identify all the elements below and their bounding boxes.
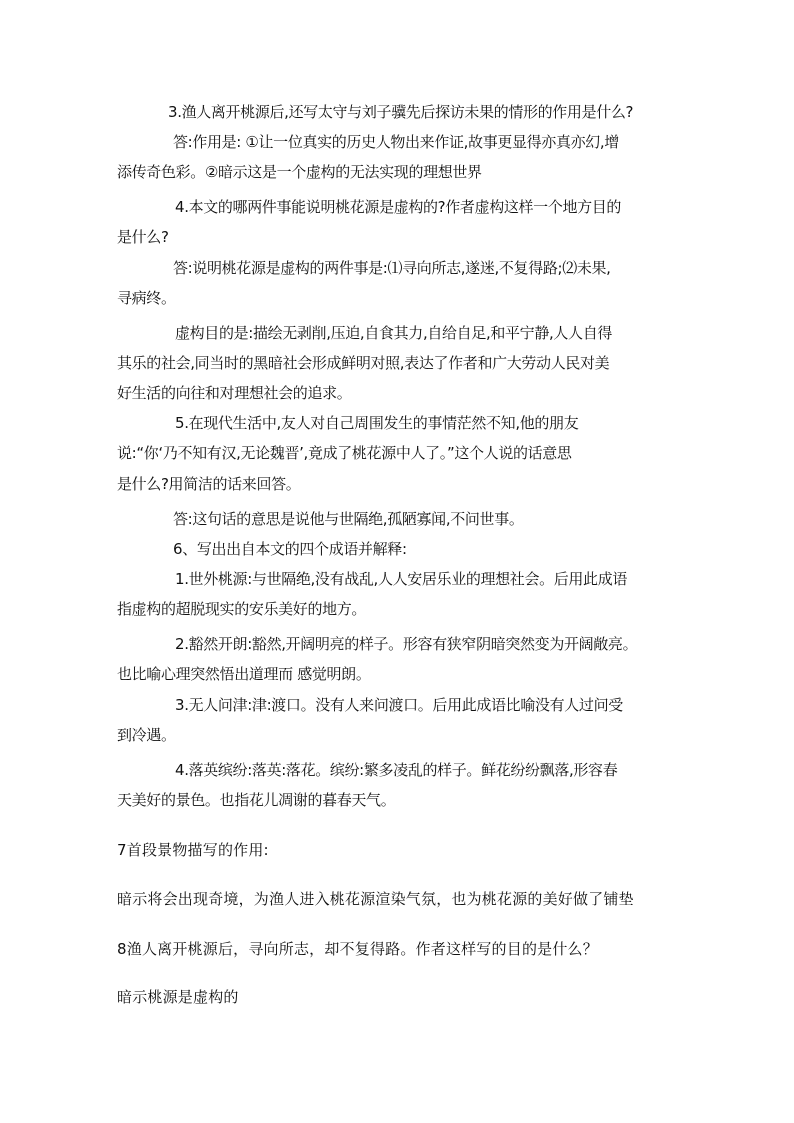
q3-answer-line-1: 答:作用是: ①让一位真实的历史人物出来作证,故事更显得亦真亦幻,增 bbox=[173, 133, 619, 151]
q4-purpose-line-3: 好生活的向往和对理想社会的追求。 bbox=[117, 384, 352, 402]
q4-purpose-line-2: 其乐的社会,同当时的黑暗社会形成鲜明对照,表达了作者和广大劳动人民对美 bbox=[117, 354, 610, 372]
q4-question-line-1: 4.本文的哪两件事能说明桃花源是虚构的?作者虚构这样一个地方目的 bbox=[175, 198, 622, 216]
q5-question-line-3: 是什么?用简洁的话来回答。 bbox=[117, 475, 301, 493]
q6-idiom-2-line-1: 2.豁然开朗:豁然,开阔明亮的样子。形容有狭窄阴暗突然变为开阔敞亮。 bbox=[175, 635, 638, 653]
q8-answer: 暗示桃源是虚构的 bbox=[117, 988, 239, 1006]
q6-idiom-3-line-2: 到冷遇。 bbox=[117, 726, 176, 744]
q6-question: 6、写出出自本文的四个成语并解释: bbox=[173, 540, 407, 558]
q7-answer: 暗示将会出现奇境，为渔人进入桃花源渲染气氛，也为桃花源的美好做了铺垫 bbox=[117, 890, 634, 908]
q4-answer-line-1: 答:说明桃花源是虚构的两件事是:⑴寻向所志,遂迷,不复得路;⑵未果, bbox=[173, 259, 611, 277]
q4-question-line-2: 是什么? bbox=[117, 228, 169, 246]
q5-question-line-1: 5.在现代生活中,友人对自己周围发生的事情茫然不知,他的朋友 bbox=[175, 414, 579, 432]
q6-idiom-4-line-2: 天美好的景色。也指花儿凋谢的暮春天气。 bbox=[117, 791, 396, 809]
q5-answer: 答:这句话的意思是说他与世隔绝,孤陋寡闻,不问世事。 bbox=[173, 510, 524, 528]
q6-idiom-2-line-2: 也比喻心理突然悟出道理而 感觉明朗。 bbox=[117, 665, 371, 683]
q6-idiom-3-line-1: 3.无人问津:津:渡口。没有人来问渡口。后用此成语比喻没有人过问受 bbox=[175, 696, 623, 714]
q3-question: 3.渔人离开桃源后,还写太守与刘子骥先后探访未果的情形的作用是什么? bbox=[168, 103, 634, 121]
q4-answer-line-2: 寻病终。 bbox=[117, 289, 176, 307]
q7-question: 7首段景物描写的作用: bbox=[117, 841, 269, 859]
q4-purpose-line-1: 虚构目的是:描绘无剥削,压迫,自食其力,自给自足,和平宁静,人人自得 bbox=[175, 324, 612, 342]
q6-idiom-4-line-1: 4.落英缤纷:落英:落花。缤纷:繁多凌乱的样子。鲜花纷纷飘落,形容春 bbox=[175, 761, 618, 779]
q6-idiom-1-line-2: 指虚构的超脱现实的安乐美好的地方。 bbox=[117, 600, 367, 618]
q8-question: 8渔人离开桃源后，寻向所志，却不复得路。作者这样写的目的是什么？ bbox=[117, 940, 598, 958]
q6-idiom-1-line-1: 1.世外桃源:与世隔绝,没有战乱,人人安居乐业的理想社会。后用此成语 bbox=[175, 570, 628, 588]
q3-answer-line-2: 添传奇色彩。②暗示这是一个虚构的无法实现的理想世界 bbox=[117, 163, 482, 181]
q5-question-line-2: 说:“你‘乃不知有汉,无论魏晋’,竟成了桃花源中人了。”这个人说的话意思 bbox=[117, 444, 572, 462]
